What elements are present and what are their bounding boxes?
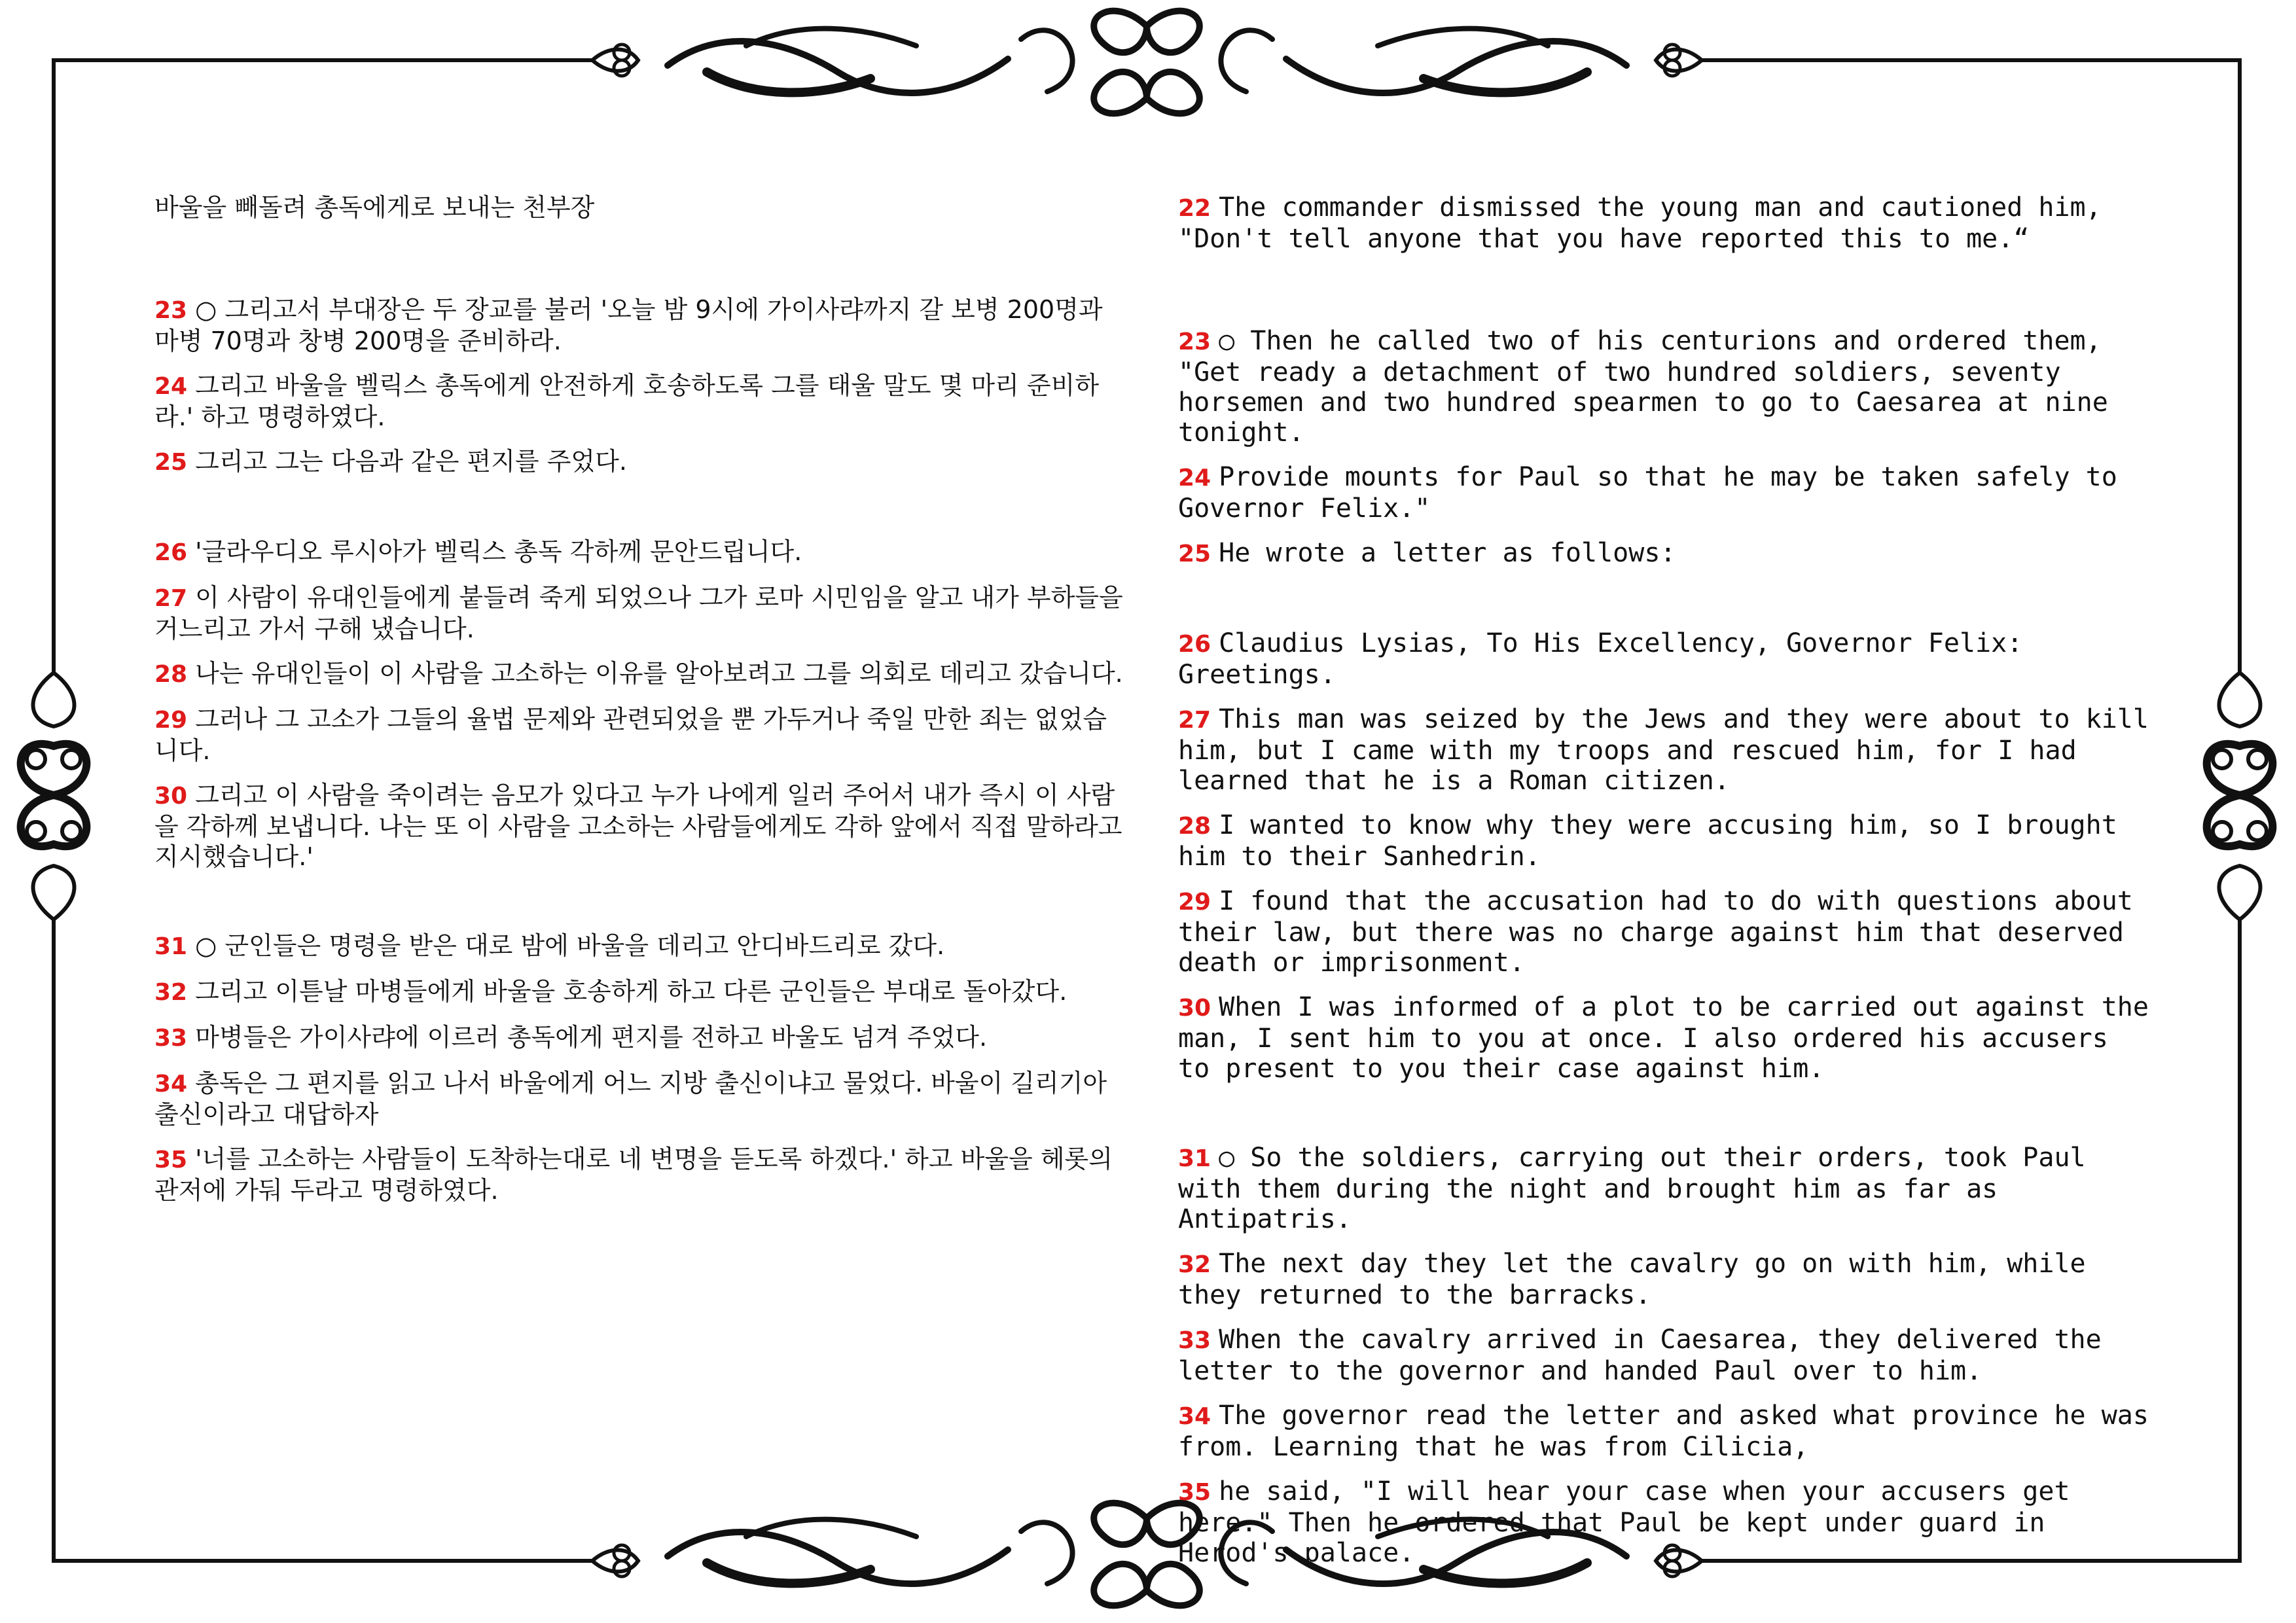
verse-number: 30 (1178, 995, 1211, 1022)
verse-en-23 (1178, 326, 2153, 448)
verse-ko-25 (154, 446, 1123, 478)
verse-ko-33 (154, 1022, 1123, 1054)
verse-number: 28 (154, 661, 188, 688)
verse-number: 23 (154, 297, 188, 324)
verse-number: 26 (154, 539, 188, 566)
verse-number: 27 (1178, 707, 1211, 734)
verse-number: 33 (154, 1025, 188, 1052)
verse-number: 23 (1178, 329, 1211, 355)
verse-en-29 (1178, 886, 2153, 978)
verse-en-34 (1178, 1400, 2153, 1462)
verse-text: 그리고 이 사람을 죽이려는 음모가 있다고 누가 나에게 일러 주어서 내가 즉시 이 사람을 각하께 보냅니다. 나는 또 이 사람을 고소하는 사람들에게도 각하 앞에서 직접 말하라고 지시했습니다.' (154, 781, 1122, 871)
section-heading: 바울을 빼돌려 총독에게로 보내는 천부장 (154, 193, 595, 222)
verse-en-26 (1178, 628, 2153, 690)
verse-number: 32 (154, 979, 188, 1006)
verse-text: '너를 고소하는 사람들이 도착하는대로 네 변명을 듣도록 하겠다.' 하고 바울을 헤롯의 관저에 가둬 두라고 명령하였다. (154, 1145, 1113, 1205)
verse-en-25 (1178, 538, 2153, 569)
right-heart-ornament (2207, 673, 2273, 919)
verse-ko-23 (154, 294, 1123, 356)
verse-number: 27 (154, 585, 188, 612)
verse-ko-31 (154, 931, 1123, 962)
verse-text: 그러나 그 고소가 그들의 율법 문제와 관련되었을 뿐 가두거나 죽일 만한 죄는 없었습니다. (154, 705, 1107, 765)
verse-number: 25 (1178, 541, 1211, 567)
verse-text: The governor read the letter and asked what province he was from. Learning that he was from Cilicia, (1178, 1400, 2149, 1462)
verse-text: ○ 그리고서 부대장은 두 장교를 불러 '오늘 밤 9시에 가이사랴까지 갈 보병 200명과 마병 70명과 창병 200명을 준비하라. (154, 295, 1103, 355)
verse-number: 26 (1178, 631, 1211, 658)
verse-number: 29 (1178, 889, 1211, 916)
verse-ko-34 (154, 1068, 1123, 1130)
verse-text: 총독은 그 편지를 읽고 나서 바울에게 어느 지방 출신이냐고 물었다. 바울이 길리기아 출신이라고 대답하자 (154, 1069, 1107, 1129)
left-heart-ornament (21, 673, 87, 919)
verse-text: ○ Then he called two of his centurions and ordered them, "Get ready a detachment of two hundred soldiers, seventy horsemen and two hundred spearmen to go to Caesarea at nine tonight. (1178, 326, 2108, 448)
verse-text: ○ 군인들은 명령을 받은 대로 밤에 바울을 데리고 안디바드리로 갔다. (195, 931, 945, 960)
paragraph-gap (1178, 268, 2153, 326)
verse-en-28 (1178, 810, 2153, 872)
verse-ko-24 (154, 370, 1123, 432)
verse-number: 25 (154, 449, 188, 476)
verse-text: 마병들은 가이사랴에 이르러 총독에게 편지를 전하고 바울도 넘겨 주었다. (195, 1023, 988, 1052)
english-column (1178, 192, 2153, 1582)
verse-en-31 (1178, 1143, 2153, 1234)
verse-text: I found that the accusation had to do with questions about their law, but there was no charge against him that deserved death or imprisonment. (1178, 886, 2133, 978)
verse-text: Claudius Lysias, To His Excellency, Governor Felix: Greetings. (1178, 628, 2023, 690)
verse-ko-26 (154, 537, 1123, 568)
verse-en-30 (1178, 992, 2153, 1084)
verse-ko-32 (154, 976, 1123, 1008)
verse-text: I wanted to know why they were accusing him, so I brought him to their Sanhedrin. (1178, 810, 2117, 872)
verse-number: 29 (154, 707, 188, 734)
verse-text: 그리고 바울을 벨릭스 총독에게 안전하게 호송하도록 그를 태울 말도 몇 마리 준비하라.' 하고 명령하였다. (154, 371, 1100, 431)
verse-number: 24 (1178, 465, 1211, 491)
verse-number: 35 (1178, 1479, 1211, 1506)
verse-en-27 (1178, 704, 2153, 796)
verse-text: he said, "I will hear your case when your accusers get here." Then he ordered that Paul be kept under guard in Herod's palace. (1178, 1476, 2070, 1568)
verse-en-32 (1178, 1249, 2153, 1310)
verse-text: ○ So the soldiers, carrying out their orders, took Paul with them during the night and brought him as far as Antipatris. (1178, 1143, 2086, 1234)
korean-column (154, 192, 1123, 1220)
verse-number: 33 (1178, 1327, 1211, 1354)
verse-ko-27 (154, 582, 1123, 644)
paragraph-gap (1178, 1098, 2153, 1143)
verse-text: When I was informed of a plot to be carried out against the man, I sent him to you at once. I also ordered his accusers to present to you their case against him. (1178, 992, 2149, 1084)
verse-text: The next day they let the cavalry go on with him, while they returned to the barracks. (1178, 1249, 2086, 1310)
verse-text: When the cavalry arrived in Caesarea, they delivered the letter to the governor and handed Paul over to him. (1178, 1325, 2102, 1386)
verse-text: Provide mounts for Paul so that he may be taken safely to Governor Felix." (1178, 462, 2117, 524)
verse-text: The commander dismissed the young man and cautioned him, "Don't tell anyone that you have reported this to me.“ (1178, 192, 2102, 254)
verse-ko-30 (154, 780, 1123, 872)
paragraph-gap (154, 492, 1123, 537)
verse-ko-28 (154, 658, 1123, 690)
verse-number: 30 (154, 783, 188, 810)
verse-ko-35 (154, 1144, 1123, 1205)
verse-text: 그리고 그는 다음과 같은 편지를 주었다. (195, 447, 627, 476)
paragraph-gap (1178, 584, 2153, 628)
verse-en-35 (1178, 1476, 2153, 1568)
top-scroll-ornament (592, 11, 1702, 114)
verse-en-33 (1178, 1325, 2153, 1386)
verse-number: 31 (1178, 1145, 1211, 1172)
verse-en-24 (1178, 462, 2153, 524)
verse-text: 그리고 이튿날 마병들에게 바울을 호송하게 하고 다른 군인들은 부대로 돌아갔다. (195, 977, 1067, 1006)
verse-ko-29 (154, 704, 1123, 766)
verse-en-22 (1178, 192, 2153, 254)
verse-text: 이 사람이 유대인들에게 붙들려 죽게 되었으나 그가 로마 시민임을 알고 내가 부하들을 거느리고 가서 구해 냈습니다. (154, 583, 1123, 643)
verse-number: 24 (154, 373, 188, 400)
verse-text: '글라우디오 루시아가 벨릭스 총독 각하께 문안드립니다. (195, 537, 802, 566)
verse-text: He wrote a letter as follows: (1219, 538, 1676, 568)
verse-number: 22 (1178, 195, 1211, 222)
verse-number: 31 (154, 933, 188, 960)
verse-number: 34 (154, 1071, 188, 1097)
verse-text: 나는 유대인들이 이 사람을 고소하는 이유를 알아보려고 그를 의회로 데리고 갔습니다. (195, 659, 1123, 688)
verse-text: This man was seized by the Jews and they were about to kill him, but I came with my troops and rescued him, for I had learned that he is a Roman citizen. (1178, 704, 2149, 796)
verse-number: 32 (1178, 1251, 1211, 1278)
paragraph-gap (154, 886, 1123, 931)
verse-number: 28 (1178, 813, 1211, 840)
verse-number: 35 (154, 1147, 188, 1173)
verse-number: 34 (1178, 1403, 1211, 1430)
